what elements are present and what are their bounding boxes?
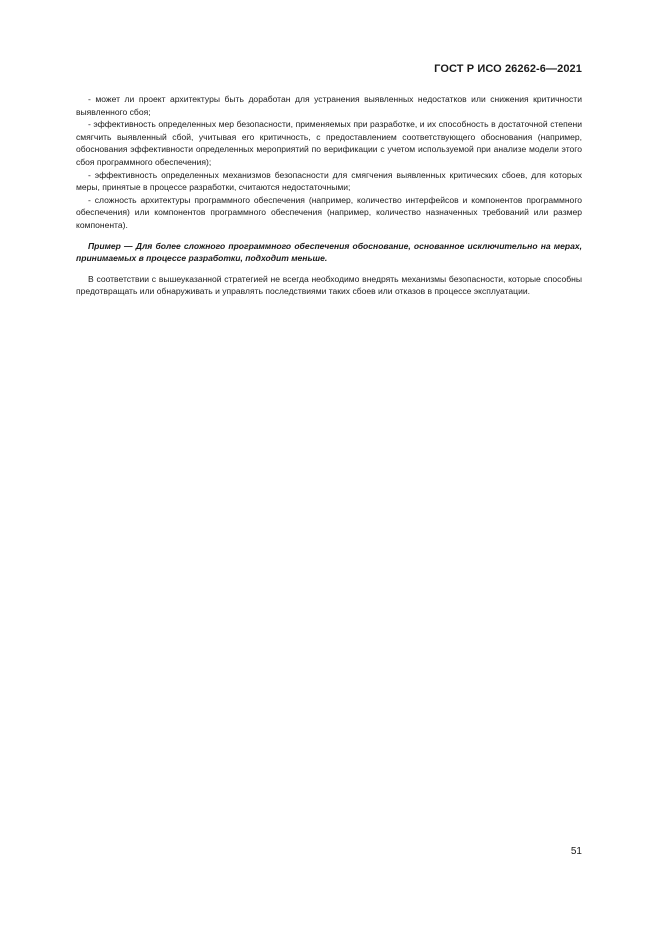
document-body bbox=[76, 93, 582, 298]
document-standard-id: ГОСТ Р ИСО 26262-6—2021 bbox=[434, 63, 582, 75]
bullet-item: - эффективность определенных мер безопасности, применяемых при разработке, и их способность в достаточной степени смягчить выявленный сбой, учитывая его критичность, с предоставлением соответствующего обоснования (например, обоснования эффективности определенных мероприятий по верификации с учетом используемой при анализе модели этого сбоя программного обеспечения); bbox=[76, 119, 582, 167]
bullet-item: - может ли проект архитектуры быть доработан для устранения выявленных недостатков или снижения критичности выявленного сбоя; bbox=[76, 94, 582, 117]
bullet-item: - сложность архитектуры программного обеспечения (например, количество интерфейсов и компонентов программного обеспечения) или компонентов программного обеспечения (например, количество назначенных требований или размер компонента). bbox=[76, 194, 582, 230]
body-paragraph: В соответствии с вышеуказанной стратегией не всегда необходимо внедрять механизмы безопасности, которые способны предотвращать или обнаруживать и управлять последствиями таких сбоев или отказов в процессе эксплуатации. bbox=[76, 273, 582, 297]
page-number: 51 bbox=[570, 846, 582, 857]
example-note: Пример — Для более сложного программного обеспечения обоснование, основанное исключительно на мерах, принимаемых в процессе разработки, подходит меньше. bbox=[76, 240, 582, 264]
bullet-item: - эффективность определенных механизмов безопасности для смягчения выявленных критических сбоев, для которых меры, принятые в процессе разработки, считаются недостаточными; bbox=[76, 169, 582, 193]
